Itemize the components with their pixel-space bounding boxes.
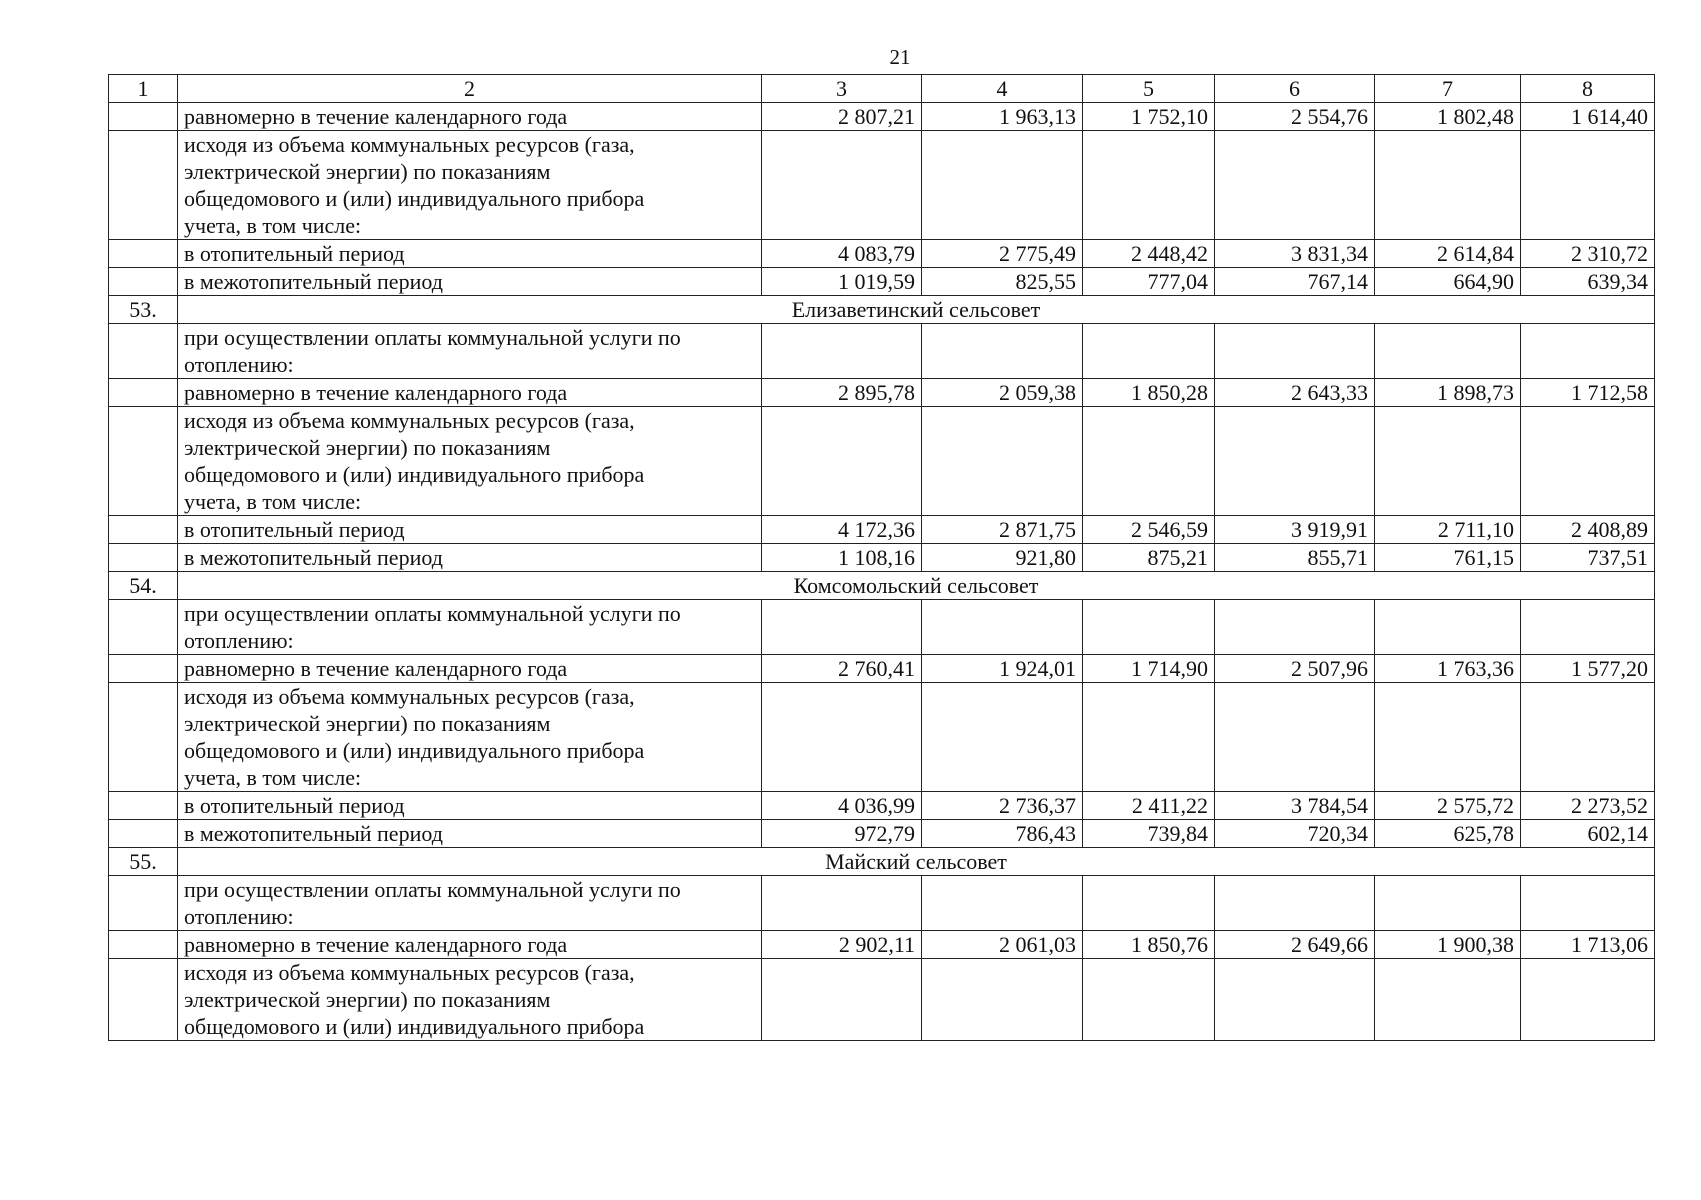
value-cell [922,683,1083,792]
value-cell: 1 963,13 [922,103,1083,131]
value-cell [922,876,1083,931]
table-row [109,516,1655,544]
description-line: в отопительный период [184,241,405,266]
row-index-cell [109,103,178,131]
value-cell [1083,959,1215,1041]
value-cell [1521,876,1655,931]
value-cell: 4 172,36 [762,516,922,544]
row-description [178,792,762,820]
row-index-cell [109,379,178,407]
table-row [109,268,1655,296]
row-index-cell [109,407,178,516]
value-cell: 2 411,22 [1083,792,1215,820]
row-index-cell [109,655,178,683]
value-cell: 921,80 [922,544,1083,572]
value-cell [922,407,1083,516]
value-cell [922,131,1083,240]
value-cell: 1 752,10 [1083,103,1215,131]
row-description [178,931,762,959]
value-cell: 1 577,20 [1521,655,1655,683]
region-header-row [109,572,1655,600]
value-cell [1083,876,1215,931]
value-cell [762,876,922,931]
value-cell [1215,131,1375,240]
description-line: общедомового и (или) индивидуального прибора [184,462,645,487]
description-line: в отопительный период [184,517,405,542]
table-row [109,240,1655,268]
value-cell: 2 871,75 [922,516,1083,544]
value-cell [1375,600,1521,655]
value-cell: 2 895,78 [762,379,922,407]
value-cell: 4 036,99 [762,792,922,820]
description-line: исходя из объема коммунальных ресурсов (газа, [184,960,635,985]
table-row [109,820,1655,848]
value-cell: 786,43 [922,820,1083,848]
description-line: исходя из объема коммунальных ресурсов (газа, [184,408,635,433]
region-number: 55. [109,848,178,876]
value-cell: 639,34 [1521,268,1655,296]
row-description [178,655,762,683]
column-header: 7 [1375,75,1521,103]
value-cell [1215,407,1375,516]
value-cell: 2 711,10 [1375,516,1521,544]
value-cell: 4 083,79 [762,240,922,268]
value-cell [1215,959,1375,1041]
row-index-cell [109,268,178,296]
description-line: при осуществлении оплаты коммунальной услуги по [184,601,681,626]
value-cell: 3 919,91 [1215,516,1375,544]
value-cell [762,324,922,379]
description-line: исходя из объема коммунальных ресурсов (газа, [184,684,635,709]
value-cell [762,600,922,655]
value-cell: 2 408,89 [1521,516,1655,544]
value-cell: 1 900,38 [1375,931,1521,959]
value-cell [1083,683,1215,792]
value-cell: 737,51 [1521,544,1655,572]
table-header-row [109,75,1655,103]
value-cell [1521,683,1655,792]
row-description [178,324,762,379]
description-line: общедомового и (или) индивидуального прибора [184,1014,645,1039]
value-cell: 1 108,16 [762,544,922,572]
value-cell: 3 831,34 [1215,240,1375,268]
value-cell [762,407,922,516]
value-cell: 2 575,72 [1375,792,1521,820]
value-cell: 2 807,21 [762,103,922,131]
row-index-cell [109,600,178,655]
value-cell: 2 902,11 [762,931,922,959]
value-cell [1083,407,1215,516]
row-index-cell [109,131,178,240]
value-cell: 2 736,37 [922,792,1083,820]
table-body [109,103,1655,1041]
row-description [178,379,762,407]
description-line: в межотопительный период [184,269,443,294]
description-line: учета, в том числе: [184,213,362,238]
value-cell: 1 802,48 [1375,103,1521,131]
value-cell: 1 712,58 [1521,379,1655,407]
page-number: 21 [889,45,911,69]
value-cell: 2 059,38 [922,379,1083,407]
description-row [109,876,1655,931]
value-cell [1375,876,1521,931]
value-cell [762,131,922,240]
value-cell: 1 019,59 [762,268,922,296]
description-row [109,324,1655,379]
row-description [178,240,762,268]
value-cell: 720,34 [1215,820,1375,848]
region-title: Майский сельсовет [178,848,1655,876]
value-cell: 2 546,59 [1083,516,1215,544]
description-row [109,131,1655,240]
description-line: отоплению: [184,628,294,653]
value-cell: 777,04 [1083,268,1215,296]
value-cell: 1 924,01 [922,655,1083,683]
row-description [178,407,762,516]
row-description [178,268,762,296]
description-line: электрической энергии) по показаниям [184,987,551,1012]
value-cell: 2 775,49 [922,240,1083,268]
value-cell: 1 714,90 [1083,655,1215,683]
description-line: при осуществлении оплаты коммунальной услуги по [184,877,681,902]
value-cell: 1 898,73 [1375,379,1521,407]
value-cell [1375,683,1521,792]
table-row [109,931,1655,959]
value-cell: 2 310,72 [1521,240,1655,268]
value-cell [1375,959,1521,1041]
value-cell: 972,79 [762,820,922,848]
value-cell [762,683,922,792]
row-index-cell [109,324,178,379]
description-row [109,407,1655,516]
region-number: 53. [109,296,178,324]
description-line: общедомового и (или) индивидуального прибора [184,186,645,211]
column-header: 1 [109,75,178,103]
value-cell: 739,84 [1083,820,1215,848]
value-cell [1215,600,1375,655]
description-row [109,683,1655,792]
row-index-cell [109,544,178,572]
column-header: 2 [178,75,762,103]
row-description [178,683,762,792]
column-header: 3 [762,75,922,103]
row-description [178,959,762,1041]
value-cell [1375,324,1521,379]
value-cell: 825,55 [922,268,1083,296]
value-cell [922,324,1083,379]
value-cell [1215,876,1375,931]
value-cell [1083,131,1215,240]
description-line: исходя из объема коммунальных ресурсов (газа, [184,132,635,157]
row-index-cell [109,959,178,1041]
table-row [109,792,1655,820]
value-cell [1083,600,1215,655]
row-index-cell [109,820,178,848]
value-cell: 3 784,54 [1215,792,1375,820]
row-description [178,600,762,655]
value-cell [1083,324,1215,379]
value-cell [922,959,1083,1041]
table-row [109,103,1655,131]
row-index-cell [109,516,178,544]
value-cell: 2 649,66 [1215,931,1375,959]
description-line: равномерно в течение календарного года [184,656,568,681]
description-line: в межотопительный период [184,545,443,570]
column-header: 8 [1521,75,1655,103]
row-description [178,876,762,931]
value-cell: 664,90 [1375,268,1521,296]
value-cell: 2 554,76 [1215,103,1375,131]
value-cell: 2 448,42 [1083,240,1215,268]
tariff-table [108,74,1655,1041]
description-line: учета, в том числе: [184,765,362,790]
value-cell: 2 061,03 [922,931,1083,959]
value-cell [1521,600,1655,655]
value-cell: 2 643,33 [1215,379,1375,407]
value-cell: 875,21 [1083,544,1215,572]
description-line: электрической энергии) по показаниям [184,435,551,460]
description-line: при осуществлении оплаты коммунальной услуги по [184,325,681,350]
description-line: в отопительный период [184,793,405,818]
row-description [178,820,762,848]
description-line: электрической энергии) по показаниям [184,711,551,736]
row-index-cell [109,683,178,792]
value-cell [762,959,922,1041]
table-row [109,379,1655,407]
region-header-row [109,296,1655,324]
table-row [109,655,1655,683]
value-cell: 761,15 [1375,544,1521,572]
description-line: отоплению: [184,352,294,377]
description-line: учета, в том числе: [184,489,362,514]
region-header-row [109,848,1655,876]
value-cell [1521,959,1655,1041]
value-cell [922,600,1083,655]
value-cell: 1 763,36 [1375,655,1521,683]
value-cell: 2 507,96 [1215,655,1375,683]
value-cell [1375,407,1521,516]
description-line: равномерно в течение календарного года [184,380,568,405]
value-cell [1215,683,1375,792]
value-cell: 1 713,06 [1521,931,1655,959]
table-row [109,544,1655,572]
value-cell: 2 760,41 [762,655,922,683]
value-cell [1521,407,1655,516]
value-cell: 767,14 [1215,268,1375,296]
row-index-cell [109,792,178,820]
row-index-cell [109,240,178,268]
value-cell: 625,78 [1375,820,1521,848]
value-cell: 2 273,52 [1521,792,1655,820]
value-cell: 855,71 [1215,544,1375,572]
description-line: общедомового и (или) индивидуального прибора [184,738,645,763]
value-cell [1215,324,1375,379]
description-line: электрической энергии) по показаниям [184,159,551,184]
description-row [109,600,1655,655]
row-description [178,544,762,572]
row-description [178,516,762,544]
value-cell [1521,131,1655,240]
description-line: в межотопительный период [184,821,443,846]
value-cell: 1 850,76 [1083,931,1215,959]
description-row [109,959,1655,1041]
row-index-cell [109,931,178,959]
row-index-cell [109,876,178,931]
region-title: Комсомольский сельсовет [178,572,1655,600]
value-cell: 1 614,40 [1521,103,1655,131]
description-line: равномерно в течение календарного года [184,104,568,129]
value-cell: 2 614,84 [1375,240,1521,268]
value-cell [1521,324,1655,379]
value-cell [1375,131,1521,240]
description-line: равномерно в течение календарного года [184,932,568,957]
row-description [178,103,762,131]
column-header: 4 [922,75,1083,103]
region-title: Елизаветинский сельсовет [178,296,1655,324]
row-description [178,131,762,240]
column-header: 6 [1215,75,1375,103]
value-cell: 602,14 [1521,820,1655,848]
column-header: 5 [1083,75,1215,103]
region-number: 54. [109,572,178,600]
description-line: отоплению: [184,904,294,929]
value-cell: 1 850,28 [1083,379,1215,407]
